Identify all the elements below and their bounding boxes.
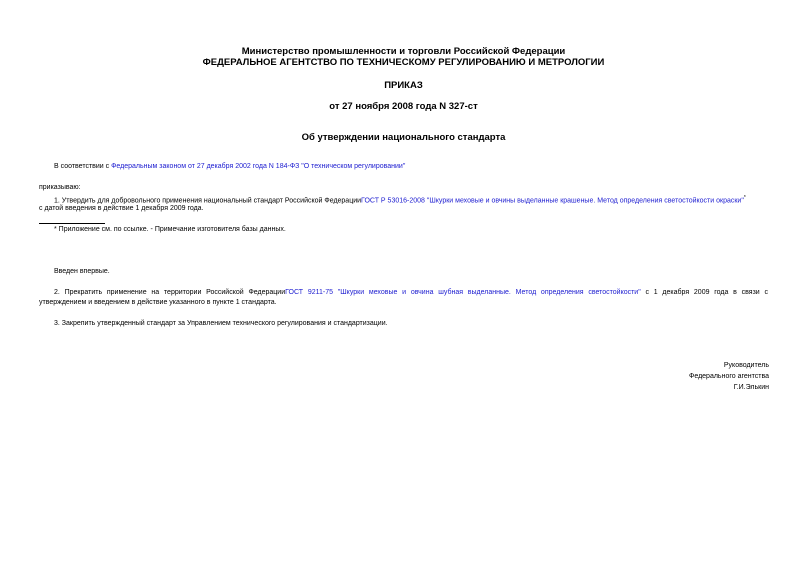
item1-line2: с датой введения в действие 1 декабря 2009 года.	[39, 205, 204, 212]
doc-subject: Об утверждении национального стандарта	[301, 132, 506, 143]
footnote-text: * Приложение см. по ссылке. - Примечание изготовителя базы данных.	[54, 226, 286, 233]
agency-title: ФЕДЕРАЛЬНОЕ АГЕНТСТВО ПО ТЕХНИЧЕСКОМУ РЕГУЛИРОВАНИЮ И МЕТРОЛОГИИ	[202, 57, 605, 68]
signature-position-1: Руководитель	[723, 362, 769, 369]
doc-date: от 27 ноября 2008 года N 327-ст	[329, 101, 478, 112]
item2-text-after: с 1 декабря 2009 года в связи с	[640, 289, 768, 296]
footnote-marker: *	[743, 195, 746, 201]
preamble-paragraph	[54, 162, 405, 171]
signature-position-2: Федерального агентства	[689, 373, 769, 380]
signature-block	[689, 360, 769, 393]
intro-note: Введен впервые.	[54, 268, 110, 275]
footnote-divider	[39, 223, 105, 224]
preamble-prefix: В соответствии с	[54, 163, 112, 170]
signature-name: Г.И.Элькин	[733, 384, 769, 391]
item2-line2: утверждением и введением в действие указанного в пункте 1 стандарта.	[39, 299, 277, 306]
item2-text: 2. Прекратить применение на территории Российской Федерации	[54, 289, 286, 296]
item1-text: 1. Утвердить для добровольного применения национальный стандарт Российской Федерации	[54, 197, 362, 205]
gost-r-53016-link[interactable]: ГОСТ Р 53016-2008 "Шкурки меховые и овчины выделанные крашеные. Метод определения светостойкости окраски"	[361, 197, 744, 205]
item3-paragraph: 3. Закрепить утвержденный стандарт за Управлением технического регулирования и стандартизации.	[54, 320, 388, 327]
ministry-title: Министерство промышленности и торговли Российской Федерации	[241, 46, 566, 57]
item2-line1	[54, 288, 768, 297]
order-word: приказываю:	[39, 184, 81, 191]
doc-type: ПРИКАЗ	[384, 80, 423, 91]
federal-law-link[interactable]: Федеральным законом от 27 декабря 2002 года N 184-ФЗ "О техническом регулировании"	[111, 163, 406, 170]
gost-9211-link[interactable]: ГОСТ 9211-75 "Шкурки меховые и овчина шубная выделанные. Метод определения светостойкости"	[285, 289, 641, 296]
